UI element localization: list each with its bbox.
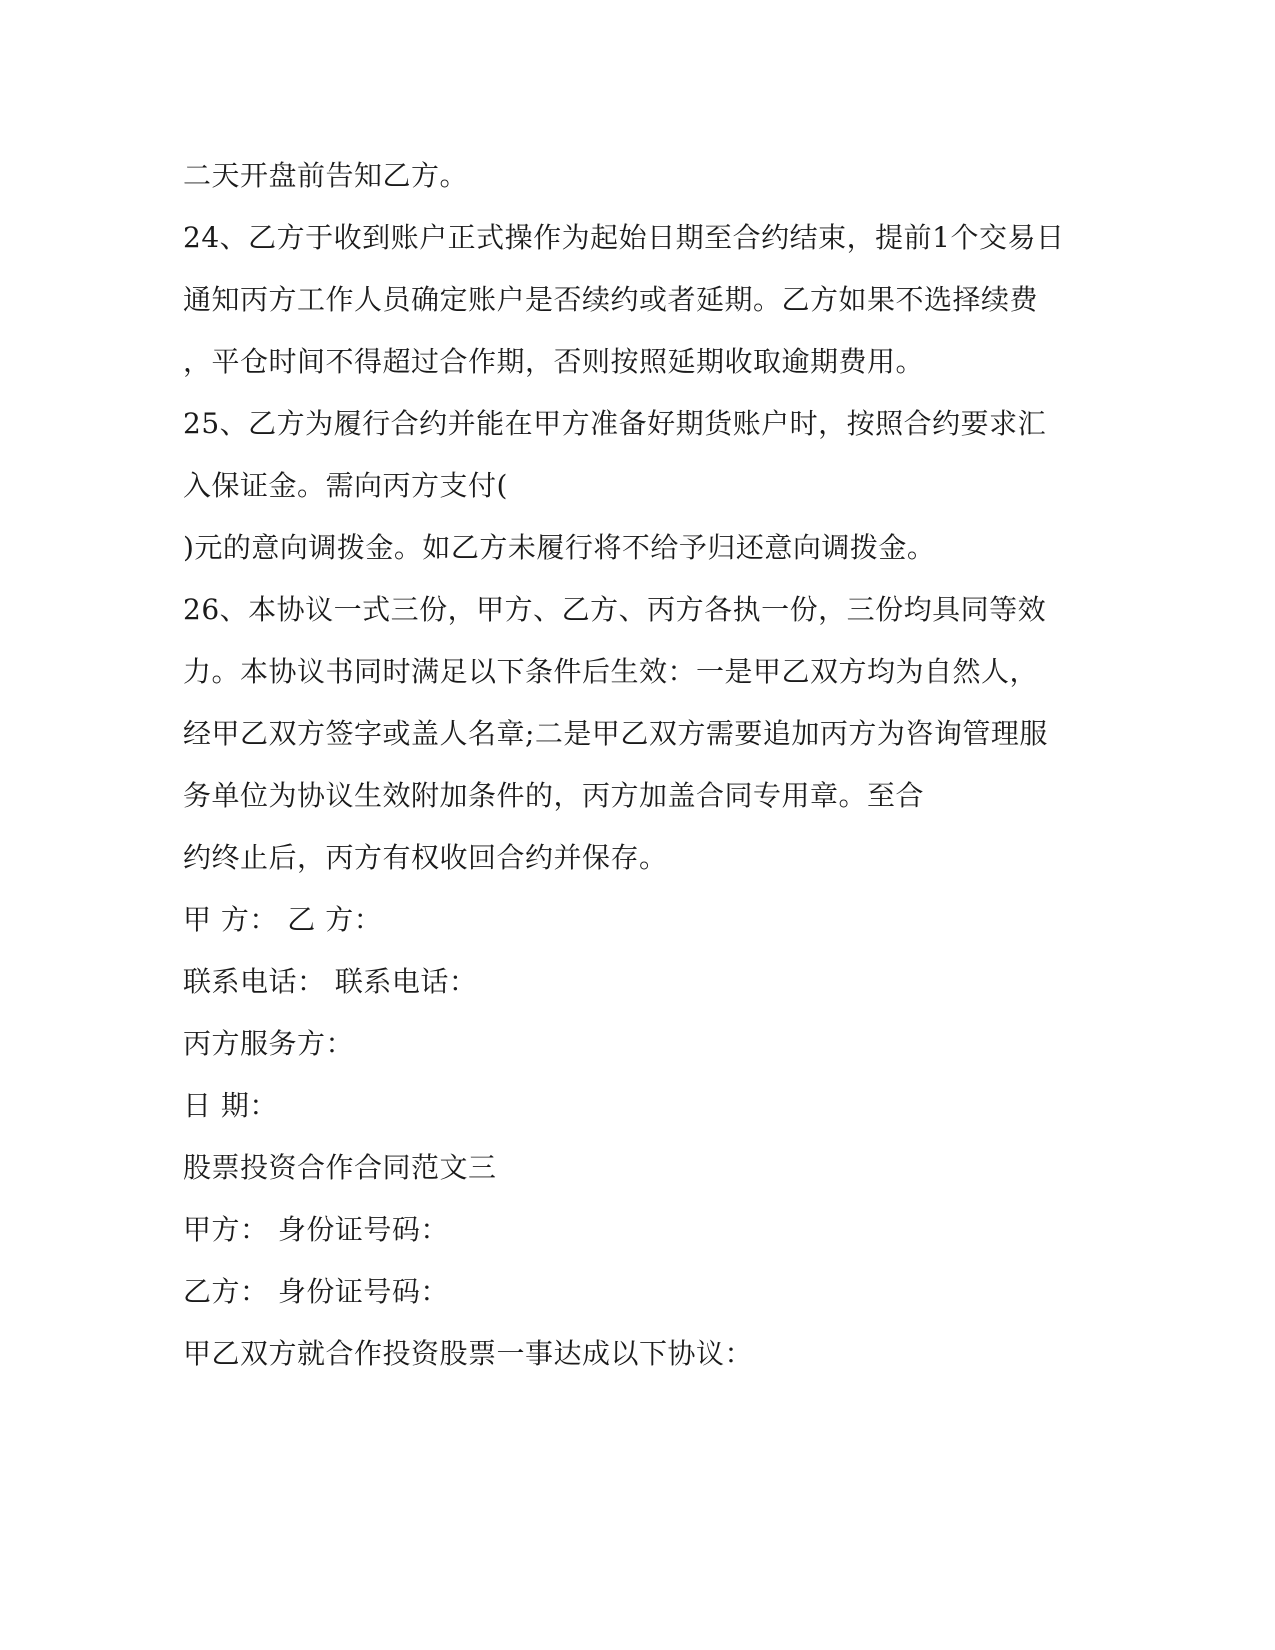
- section-title: 股票投资合作合同范文三: [183, 1151, 497, 1184]
- clause-24-line-3: ，平仓时间不得超过合作期，否则按照延期收取逾期费用。: [183, 345, 925, 378]
- clause-26-line-4: 务单位为协议生效附加条件的，丙方加盖合同专用章。至合: [183, 779, 925, 812]
- clause-24-line-1: 24、乙方于收到账户正式操作为起始日期至合约结束，提前1个交易日: [183, 221, 1065, 254]
- party-signature-line: 甲 方： 乙 方：: [183, 903, 383, 936]
- text-line: 二天开盘前告知乙方。: [183, 159, 469, 192]
- clause-25-line-2: 入保证金。需向丙方支付(: [183, 469, 508, 502]
- party-a-id-line: 甲方： 身份证号码：: [183, 1213, 449, 1246]
- clause-26-line-5: 约终止后，丙方有权收回合约并保存。: [183, 841, 668, 874]
- clause-24-line-2: 通知丙方工作人员确定账户是否续约或者延期。乙方如果不选择续费: [183, 283, 1039, 316]
- date-line: 日 期：: [183, 1089, 278, 1122]
- clause-26-line-1: 26、本协议一式三份，甲方、乙方、丙方各执一份，三份均具同等效: [183, 593, 1047, 626]
- clause-26-line-3: 经甲乙双方签字或盖人名章;二是甲乙双方需要追加丙方为咨询管理服: [183, 717, 1048, 750]
- clause-26-line-2: 力。本协议书同时满足以下条件后生效：一是甲乙双方均为自然人，: [183, 655, 1039, 688]
- agreement-intro-line: 甲乙双方就合作投资股票一事达成以下协议：: [183, 1337, 754, 1370]
- clause-25-line-3: )元的意向调拨金。如乙方未履行将不给予归还意向调拨金。: [183, 531, 936, 564]
- party-b-id-line: 乙方： 身份证号码：: [183, 1275, 449, 1308]
- contact-phone-line: 联系电话： 联系电话：: [183, 965, 478, 998]
- service-party-line: 丙方服务方：: [183, 1027, 355, 1060]
- clause-25-line-1: 25、乙方为履行合约并能在甲方准备好期货账户时，按照合约要求汇: [183, 407, 1047, 440]
